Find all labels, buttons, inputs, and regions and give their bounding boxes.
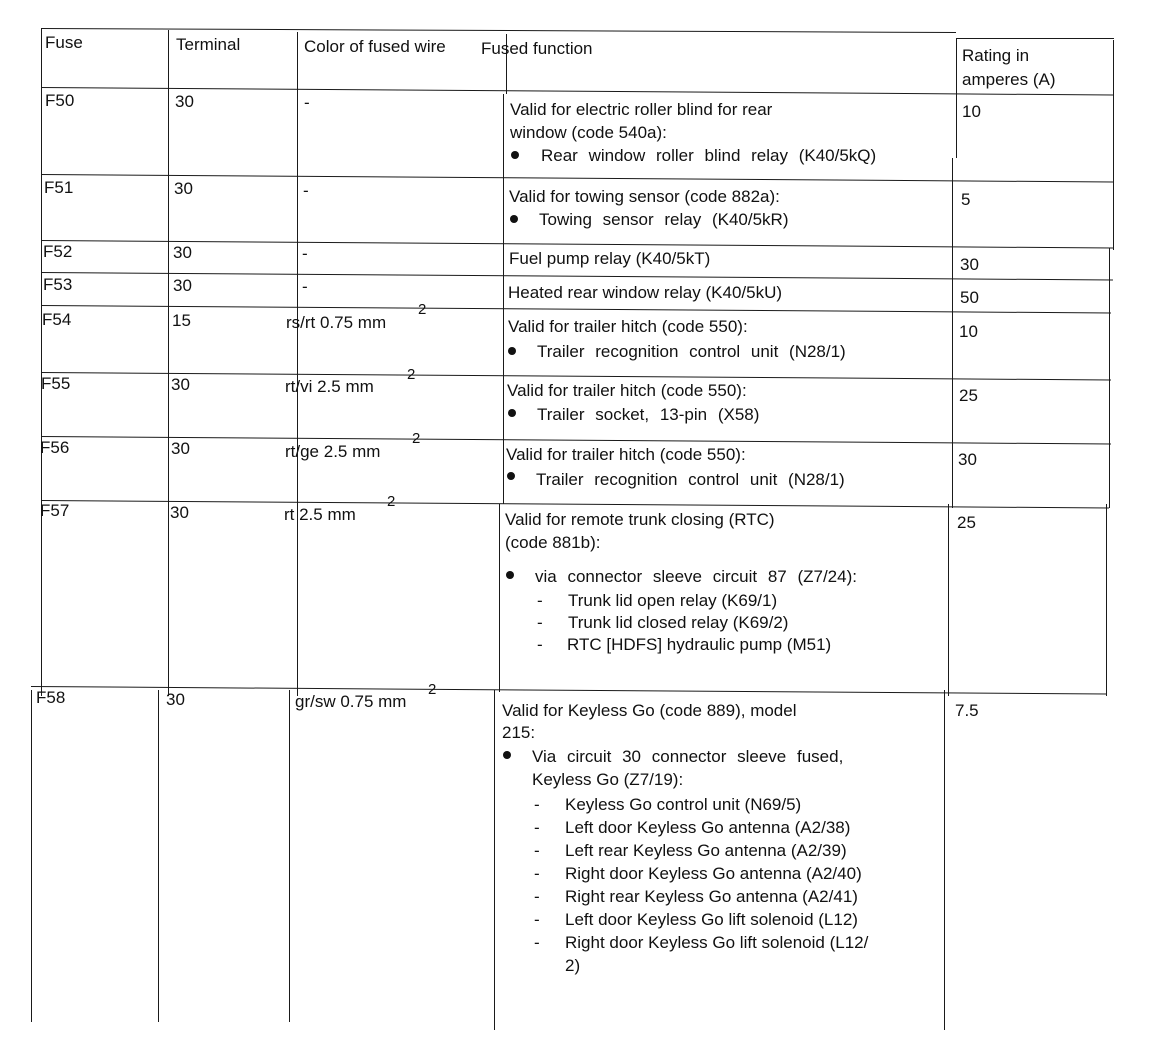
sub-item: Left door Keyless Go lift solenoid (L12)	[565, 910, 858, 929]
dash-icon: -	[534, 864, 540, 883]
bullet-item: via connector sleeve circuit 87 (Z7/24):	[535, 567, 857, 586]
terminal: 30	[171, 375, 190, 394]
header-fuse: Fuse	[45, 33, 83, 52]
wire-color-superscript: 2	[418, 301, 427, 318]
bullet-item: Via circuit 30 connector sleeve fused,	[532, 747, 844, 766]
grid-line	[503, 94, 504, 504]
grid-line	[499, 504, 500, 692]
grid-line	[289, 690, 290, 1022]
function-text: Heated rear window relay (K40/5kU)	[508, 283, 783, 302]
grid-line	[31, 690, 32, 1022]
grid-line	[168, 30, 169, 696]
wire-color-superscript: 2	[407, 366, 416, 383]
terminal: 30	[175, 92, 194, 111]
sub-item: 2)	[565, 956, 581, 975]
rating: 25	[957, 513, 976, 532]
function-text: Valid for towing sensor (code 882a):	[509, 187, 780, 206]
grid-line	[41, 305, 1111, 313]
wire-color: -	[302, 244, 308, 263]
fuse-id: F53	[43, 275, 73, 294]
fuse-id: F51	[44, 178, 74, 197]
sub-item: Trunk lid closed relay (K69/2)	[568, 613, 789, 632]
rating: 50	[960, 288, 979, 307]
grid-line	[956, 38, 957, 158]
bullet-icon	[508, 409, 516, 417]
function-text: 215:	[502, 723, 536, 742]
rating: 30	[960, 255, 979, 274]
sub-item: Left door Keyless Go antenna (A2/38)	[565, 818, 851, 837]
function-text: Valid for trailer hitch (code 550):	[508, 317, 748, 336]
fuse-id: F58	[36, 688, 66, 707]
dash-icon: -	[534, 887, 540, 906]
wire-color: rs/rt 0.75 mm	[286, 313, 387, 332]
function-text: Valid for Keyless Go (code 889), model	[502, 701, 797, 720]
fuse-id: F50	[45, 91, 75, 110]
header-terminal: Terminal	[176, 35, 241, 54]
grid-line	[494, 690, 495, 1030]
wire-color: gr/sw 0.75 mm	[295, 692, 407, 711]
grid-line	[41, 87, 1113, 95]
bullet-item: Trailer socket, 13-pin (X58)	[537, 405, 760, 424]
bullet-item: Trailer recognition control unit (N28/1)	[537, 342, 846, 361]
wire-color-superscript: 2	[428, 681, 437, 698]
fuse-id: F52	[43, 242, 73, 261]
bullet-icon	[507, 472, 515, 480]
rating: 10	[959, 322, 978, 341]
grid-line	[952, 158, 953, 508]
header-color: Color of fused wire	[304, 37, 446, 56]
rating: 5	[961, 190, 971, 209]
sub-item: Right door Keyless Go antenna (A2/40)	[565, 864, 862, 883]
grid-line	[158, 690, 159, 1022]
wire-color: rt 2.5 mm	[284, 505, 356, 524]
fuse-id: F56	[40, 438, 70, 457]
bullet-item: Rear window roller blind relay (K40/5kQ)	[541, 146, 877, 165]
bullet-icon	[506, 571, 514, 579]
function-text: window (code 540a):	[510, 123, 667, 142]
grid-line	[297, 32, 298, 696]
sub-item: Right rear Keyless Go antenna (A2/41)	[565, 887, 858, 906]
wire-color-superscript: 2	[412, 430, 421, 447]
bullet-icon	[511, 151, 519, 159]
dash-icon: -	[537, 635, 543, 654]
dash-icon: -	[537, 613, 543, 632]
sub-item: Left rear Keyless Go antenna (A2/39)	[565, 841, 847, 860]
wire-color: rt/ge 2.5 mm	[285, 442, 381, 461]
sub-item: Trunk lid open relay (K69/1)	[568, 591, 778, 610]
grid-line	[948, 504, 949, 696]
function-text: Valid for trailer hitch (code 550):	[506, 445, 746, 464]
wire-color: -	[302, 277, 308, 296]
terminal: 30	[166, 690, 185, 709]
terminal: 15	[172, 311, 191, 330]
function-text: Valid for remote trunk closing (RTC)	[505, 510, 775, 529]
sub-item: Keyless Go control unit (N69/5)	[565, 795, 802, 814]
bullet-icon	[503, 751, 511, 759]
bullet-icon	[510, 215, 518, 223]
header-function: Fused function	[481, 39, 593, 58]
wire-color: -	[304, 93, 310, 112]
rating: 25	[959, 386, 978, 405]
bullet-item: Towing sensor relay (K40/5kR)	[539, 210, 789, 229]
fuse-id: F57	[40, 501, 70, 520]
fuse-id: F55	[41, 374, 71, 393]
sub-item: RTC [HDFS] hydraulic pump (M51)	[567, 635, 832, 654]
grid-line	[1109, 248, 1110, 508]
function-text: Fuel pump relay (K40/5kT)	[509, 249, 711, 268]
terminal: 30	[174, 179, 193, 198]
function-text: (code 881b):	[505, 533, 601, 552]
wire-color-superscript: 2	[387, 493, 396, 510]
function-text: Valid for electric roller blind for rear	[510, 100, 773, 119]
grid-line	[1106, 504, 1107, 696]
header-rating-line1: Rating in	[962, 46, 1030, 65]
dash-icon: -	[534, 910, 540, 929]
dash-icon: -	[534, 841, 540, 860]
sub-item: Right door Keyless Go lift solenoid (L12/	[565, 933, 869, 952]
grid-line	[1113, 40, 1114, 250]
rating: 10	[962, 102, 981, 121]
bullet-item: Keyless Go (Z7/19):	[532, 770, 684, 789]
dash-icon: -	[534, 795, 540, 814]
wire-color: -	[303, 181, 309, 200]
terminal: 30	[173, 243, 192, 262]
header-rating-line2: amperes (A)	[962, 70, 1056, 89]
grid-line	[944, 690, 945, 1030]
grid-line	[31, 686, 1107, 695]
grid-line	[956, 38, 1114, 39]
bullet-item: Trailer recognition control unit (N28/1)	[536, 470, 845, 489]
fuse-id: F54	[42, 310, 72, 329]
terminal: 30	[173, 276, 192, 295]
terminal: 30	[170, 503, 189, 522]
dash-icon: -	[534, 933, 540, 952]
dash-icon: -	[534, 818, 540, 837]
wire-color: rt/vi 2.5 mm	[285, 377, 374, 396]
rating: 7.5	[955, 701, 979, 720]
grid-line	[41, 28, 42, 696]
function-text: Valid for trailer hitch (code 550):	[507, 381, 747, 400]
terminal: 30	[171, 439, 190, 458]
bullet-icon	[508, 347, 516, 355]
dash-icon: -	[537, 591, 543, 610]
rating: 30	[958, 450, 977, 469]
